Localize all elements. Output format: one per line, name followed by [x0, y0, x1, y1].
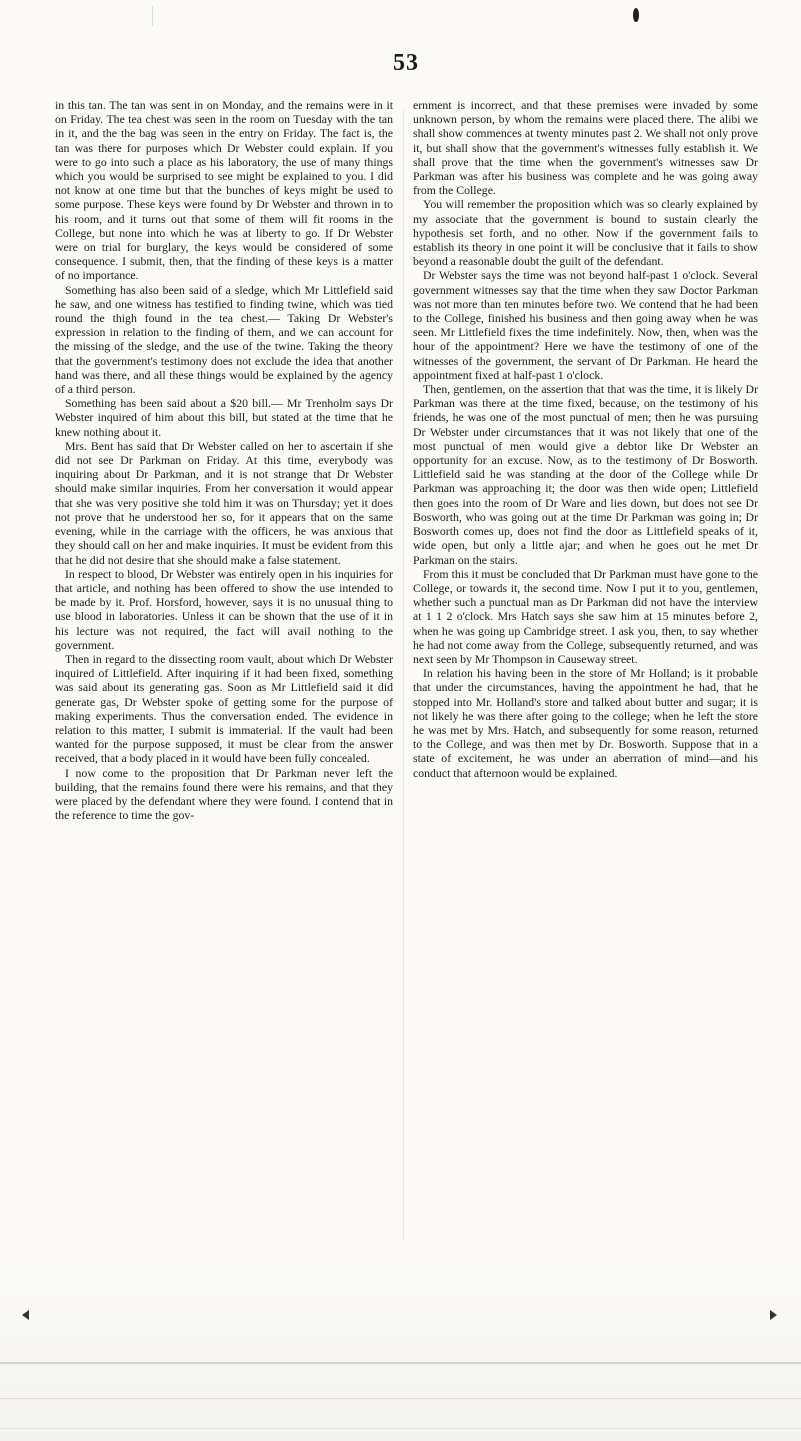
column-gutter [403, 110, 404, 1240]
scan-mark [152, 6, 159, 26]
left-column [55, 98, 393, 1258]
right-column [413, 98, 758, 1258]
paragraph: Then, gentlemen, on the assertion that that was the time, it is likely Dr Parkman was there at the time fixed, because, on the testimony of his friends, he was one of the most punctual of men; then he was pursuing Dr Webster under circumstances that it was not likely that one of the most punctual of men would give a debtor like Dr Webster an opportunity for an excuse. Now, as to the testimony of Dr Bosworth. Littlefield said he was standing at the door of the College while Dr Parkman was approaching it; the door was then wide open; Littlefield then goes into the room of Dr Ware and lies down, but does not see Dr Bosworth, who was going out at the time Dr Parkman was going in; Dr Bosworth comes up, does not find the door as Littlefield speaks of it, wide open, but only a little ajar; and when he goes out he met Dr Parkman on the stairs. [413, 382, 758, 567]
paragraph: In respect to blood, Dr Webster was entirely open in his inquiries for that article, and nothing has been offered to show the use intended to be made by it. Prof. Horsford, however, says it is no unusual thing to use blood in laboratories. Unless it can be shown that the use of it in his lecture was not required, the fact will avail nothing to the government. [55, 566, 393, 652]
paragraph: Dr Webster says the time was not beyond half-past 1 o'clock. Several government witnesses say that the time when they saw Doctor Parkman was not more than ten minutes before two. We contend that he had been to the College, finished his business and then going away when he was seen. Mr Littlefield fixes the time indefinitely. Now, then, when was the hour of the appointment? Here we have the testimony of one of the witnesses of the government, the servant of Dr Parkman. He heard the appointment fixed at half-past 1 o'clock. [413, 268, 758, 382]
paragraph: Something has been said about a $20 bill.— Mr Trenholm says Dr Webster inquired of him about this bill, but stated at the time that he knew nothing about it. [55, 396, 393, 439]
paragraph: In relation his having been in the store of Mr Holland; is it probable that under the circumstances, having the appointment he had, that he stopped into Mr. Holland's store and talked about butter and sugar; it is not likely he was there after going to the college; when he left the store he was met by Mrs. Hatch, and subsequently for some reason, returned to the College, and was then met by Dr. Bosworth. Suppose that in a state of excitement, he was under an aberration of mind—and his conduct that afternoon would be explained. [413, 666, 758, 780]
paragraph: I now come to the proposition that Dr Parkman never left the building, that the remains found there were his remains, and that they were placed by the defendant where they were found. I contend that in the reference to time the gov- [55, 765, 393, 823]
scan-line [0, 1428, 801, 1429]
paragraph: Mrs. Bent has said that Dr Webster called on her to ascertain if she did not see Dr Parkman on Friday. At this time, everybody was inquiring about Dr Parkman, and it is not strange that Dr Webster should make similar inquiries. From her conversation it would appear that she was very positive she told him it was on Thursday; yet it does not prove that he understood her so, for it appears that on the same evening, while in the carriage with the officers, he was anxious that they should call on her and make inquiries. It must be evident from this that he did not desire that she should make a false statement. [55, 438, 393, 567]
scan-line [0, 1398, 801, 1399]
paragraph: ernment is incorrect, and that these premises were invaded by some unknown person, by whom the remains were placed there. The alibi we shall show commences at twenty minutes past 2. We shall not only prove it, but shall show that the government's witnesses fully establish it. We shall prove that the time when the government's witnesses saw Dr Parkman was after his business was complete and he was going away from the College. [413, 98, 758, 198]
paragraph: Then in regard to the dissecting room vault, about which Dr Webster inquired of Littlefield. After inquiring if it had been fixed, something was said about its generating gas. Soon as Mr Littlefield said it did generate gas, Dr Webster spoke of getting some for the purpose of making experiments. Thus the conversation ended. The evidence in relation to this matter, I submit is immaterial. If the vault had been wanted for the purpose supposed, it must be clear from the answer received, that a body placed in it would have been fully concealed. [55, 651, 393, 766]
ink-blot [633, 8, 639, 22]
page-number: 53 [393, 50, 419, 76]
paragraph: in this tan. The tan was sent in on Monday, and the remains were in it on Friday. The tea chest was seen in the room on Tuesday with the tan in it, and the the bag was seen in the entry on Friday. The fact is, the tan was there for purposes which Dr Webster could explain. If you were to go into such a place as his laboratory, the use of many things which you would be surprised to see might be explained to you. I did not know at one time but that the bunches of keys might be used to some purpose. These keys were found by Dr Webster and thrown in to his room, and it turns out that some of them will fit rooms in the College, but none into which he was at liberty to go. If Dr Webster were on trial for burglary, the keys would be considered of some consequence. I submit, then, that the finding of these keys is a matter of no importance. [55, 98, 393, 283]
scan-line [0, 1362, 801, 1364]
paragraph: Something has also been said of a sledge, which Mr Littlefield said he saw, and one witness has testified to finding twine, which was tied round the thigh found in the tea chest.— Taking Dr Webster's expression in relation to the finding of them, and we can account for the missing of the sledge, and the use of the twine. Taking the theory that the government's testimony does not exclude the idea that another hand was there, and all these things would be explained by the agency of a third person. [55, 282, 393, 397]
paragraph: From this it must be concluded that Dr Parkman must have gone to the College, or towards it, the second time. Now I put it to you, gentlemen, whether such a punctual man as Dr Parkman did not have the interview at 1 1 2 o'clock. Mrs Hatch says she saw him at 15 minutes before 2, when he was going up Cambridge street. I ask you, then, to say whether he had not come away from the College, subsequently returned, and was next seen by Mr Thompson in Causeway street. [413, 566, 758, 666]
page-margin-bottom [0, 1268, 801, 1441]
scan-edge-mark-left [22, 1310, 29, 1320]
scan-edge-mark-right [770, 1310, 777, 1320]
paragraph: You will remember the proposition which was so clearly explained by my associate that the government is bound to sustain clearly the hypothesis set forth, and no other. Now if the government fails to establish its theory in one point it will be conclusive that it fails to show beyond a reasonable doubt the guilt of the defendant. [413, 197, 758, 269]
